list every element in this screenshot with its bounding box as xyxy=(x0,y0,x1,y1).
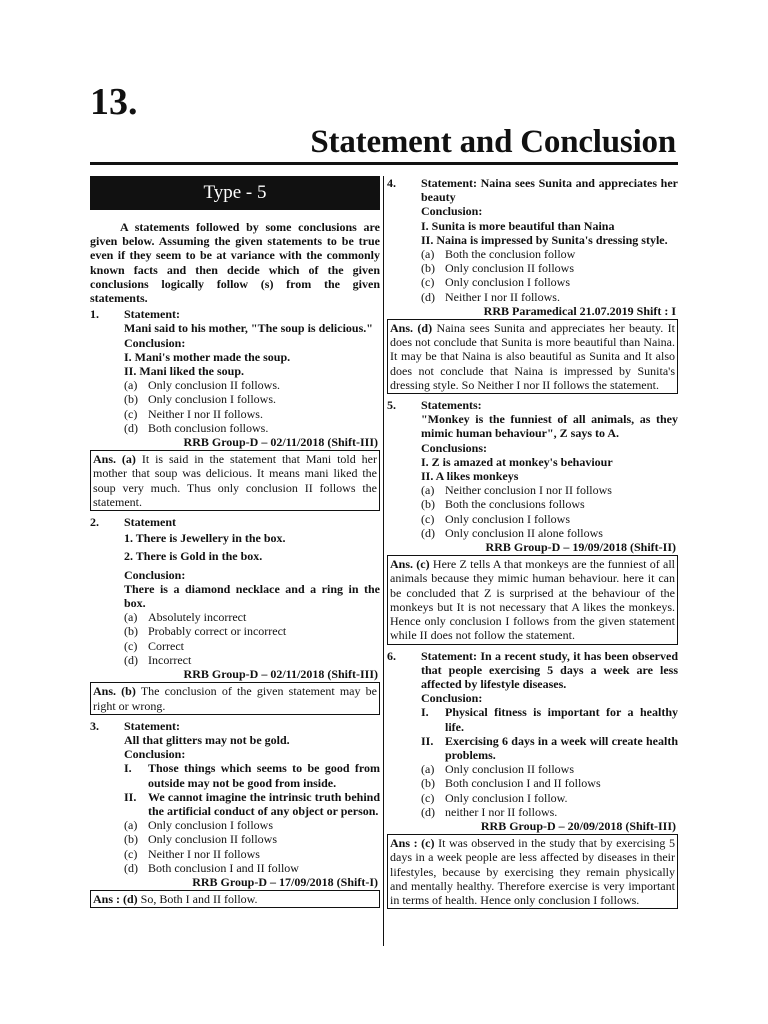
question-number: 6. xyxy=(387,648,396,663)
answer-box: Ans : (d) So, Both I and II follow. xyxy=(90,890,380,908)
statement-2: 2. There is Gold in the box. xyxy=(124,549,263,564)
question-number: 4. xyxy=(387,176,396,190)
conclusion-2: II. Naina is impressed by Sunita's dressing style. xyxy=(421,232,668,247)
option-d: (d) Incorrect xyxy=(124,652,192,667)
exam-source: RRB Group-D – 02/11/2018 (Shift-III) xyxy=(183,667,378,682)
conclusion-1: I. Those things which seems to be good from outside may not be good from inside. xyxy=(124,761,380,790)
answer-box: Ans. (c) Here Z tells A that monkeys are the funniest of all animals because they mimic human behaviour. here it can be concluded that Z is surprised at the behaviour of the monkeys but It is not necessary that A likes the monkeys. Hence only conclusion I follows from the given statement while II does not follow the statement. xyxy=(387,555,678,644)
option-a: (a) Only conclusion II follows. xyxy=(124,378,280,393)
option-c: (c) Neither I nor II follows. xyxy=(124,406,263,421)
option-c: (c) Correct xyxy=(124,638,184,653)
question-number: 5. xyxy=(387,398,396,413)
statement-text: Statement: In a recent study, it has been observed that people exercising 5 days a week are less affected by lifestyle diseases. xyxy=(421,648,678,691)
option-a: (a) Only conclusion II follows xyxy=(421,762,574,777)
option-a: (a) Both the conclusion follow xyxy=(421,247,576,262)
option-b: (b) Only conclusion II follows xyxy=(124,832,277,847)
title-rule xyxy=(90,162,678,165)
statement-text: "Monkey is the funniest of all animals, as they mimic human behaviour", Z says to A. xyxy=(421,412,678,441)
statement-text: All that glitters may not be gold. xyxy=(124,732,290,747)
statement-label: Statement: xyxy=(124,307,180,322)
instructions: A statements followed by some conclusions are given below. Assuming the given statements to be true even if they seem to be at variance with the commonly known facts and then decide which of the given conclusions logically follow (s) from the given statements. xyxy=(90,220,380,306)
question-2 xyxy=(90,515,380,715)
conclusion-2: II. We cannot imagine the intrinsic truth behind the artificial conduct of any object or person. xyxy=(124,789,380,818)
conclusion-2: II. Mani liked the soup. xyxy=(124,364,245,379)
answer-box: Ans. (a) It is said in the statement that Mani told her mother that soup was delicious. It means mani liked the soup very much. Thus only conclusion II follows the statement. xyxy=(90,450,380,511)
exam-source: RRB Paramedical 21.07.2019 Shift : I xyxy=(483,303,676,318)
option-b: (b) Only conclusion I follows. xyxy=(124,392,276,407)
right-column xyxy=(387,176,678,913)
option-b: (b) Both conclusion I and II follows xyxy=(421,776,601,791)
column-divider xyxy=(383,176,384,946)
statement-text: Mani said to his mother, "The soup is delicious." xyxy=(124,321,373,336)
option-d: (d) Both conclusion follows. xyxy=(124,420,269,435)
option-c: (c) Neither I nor II follows xyxy=(124,846,260,861)
conclusion-label: Conclusion: xyxy=(124,335,186,350)
conclusion-text: There is a diamond necklace and a ring in the box. xyxy=(124,581,380,611)
option-d: (d) Both conclusion I and II follow xyxy=(124,860,299,875)
conclusion-2: II. A likes monkeys xyxy=(421,469,519,484)
statement-label: Statement xyxy=(124,515,176,530)
chapter-number: 13. xyxy=(90,81,138,123)
option-d: (d) neither I nor II follows. xyxy=(421,804,558,819)
option-d: (d) Neither I nor II follows. xyxy=(421,289,560,304)
option-c: (c) Only conclusion I follows xyxy=(421,275,570,290)
exam-source: RRB Group-D – 17/09/2018 (Shift-I) xyxy=(192,874,378,889)
conclusion-label: Conclusion: xyxy=(124,567,186,582)
conclusion-2: II. Exercising 6 days in a week will create health problems. xyxy=(421,733,678,762)
type-heading: Type - 5 xyxy=(90,176,380,210)
option-b: (b) Only conclusion II follows xyxy=(421,261,574,276)
question-5 xyxy=(387,398,678,644)
question-1 xyxy=(90,307,380,511)
statement-label: Statements: xyxy=(421,398,482,413)
option-a: (a) Only conclusion I follows xyxy=(124,818,273,833)
conclusion-1: I. Mani's mother made the soup. xyxy=(124,349,291,364)
conclusion-label: Conclusion: xyxy=(421,691,483,706)
answer-box: Ans. (d) Naina sees Sunita and appreciates her beauty. It does not conclude that Sunita is more beautiful than Naina. It may be that Naina is also beautiful as Sunita and It also does not conclude that Naina is impressed by Sunita's dressing style. So Neither I nor II follows the statement. xyxy=(387,319,678,394)
statement-label: Statement: xyxy=(124,718,180,733)
statement-text: Statement: Naina sees Sunita and appreciates her beauty xyxy=(421,176,678,205)
conclusion-label: Conclusion: xyxy=(124,747,186,762)
question-3 xyxy=(90,719,380,909)
chapter-title: Statement and Conclusion xyxy=(310,124,676,160)
option-c: (c) Only conclusion I follows xyxy=(421,511,570,526)
left-column xyxy=(90,176,380,912)
question-number: 2. xyxy=(90,515,99,530)
exam-source: RRB Group-D – 02/11/2018 (Shift-III) xyxy=(183,435,378,450)
option-c: (c) Only conclusion I follow. xyxy=(421,790,568,805)
option-b: (b) Probably correct or incorrect xyxy=(124,624,287,639)
question-4 xyxy=(387,176,678,394)
conclusion-1: I. Physical fitness is important for a healthy life. xyxy=(421,705,678,734)
question-number: 3. xyxy=(90,718,99,733)
question-number: 1. xyxy=(90,307,99,322)
conclusion-1: I. Sunita is more beautiful than Naina xyxy=(421,218,615,233)
conclusion-1: I. Z is amazed at monkey's behaviour xyxy=(421,454,613,469)
conclusion-label: Conclusion: xyxy=(421,204,483,219)
exam-source: RRB Group-D – 20/09/2018 (Shift-III) xyxy=(480,818,676,833)
exam-source: RRB Group-D – 19/09/2018 (Shift-II) xyxy=(485,540,676,555)
answer-box: Ans. (b) The conclusion of the given statement may be right or wrong. xyxy=(90,682,380,714)
option-d: (d) Only conclusion II alone follows xyxy=(421,525,603,540)
option-a: (a) Neither conclusion I nor II follows xyxy=(421,483,612,498)
option-a: (a) Absolutely incorrect xyxy=(124,610,247,625)
option-b: (b) Both the conclusions follows xyxy=(421,497,585,512)
statement-1: 1. There is Jewellery in the box. xyxy=(124,531,286,546)
conclusion-label: Conclusions: xyxy=(421,440,488,455)
question-6 xyxy=(387,649,678,910)
answer-box: Ans : (c) It was observed in the study that by exercising 5 days in a week people are less affected by diseases in their lifestyles, because by exercising they remain physically and mentally healthy. Therefore exercise is very important in terms of health. Hence only conclusion I follows. xyxy=(387,834,678,909)
